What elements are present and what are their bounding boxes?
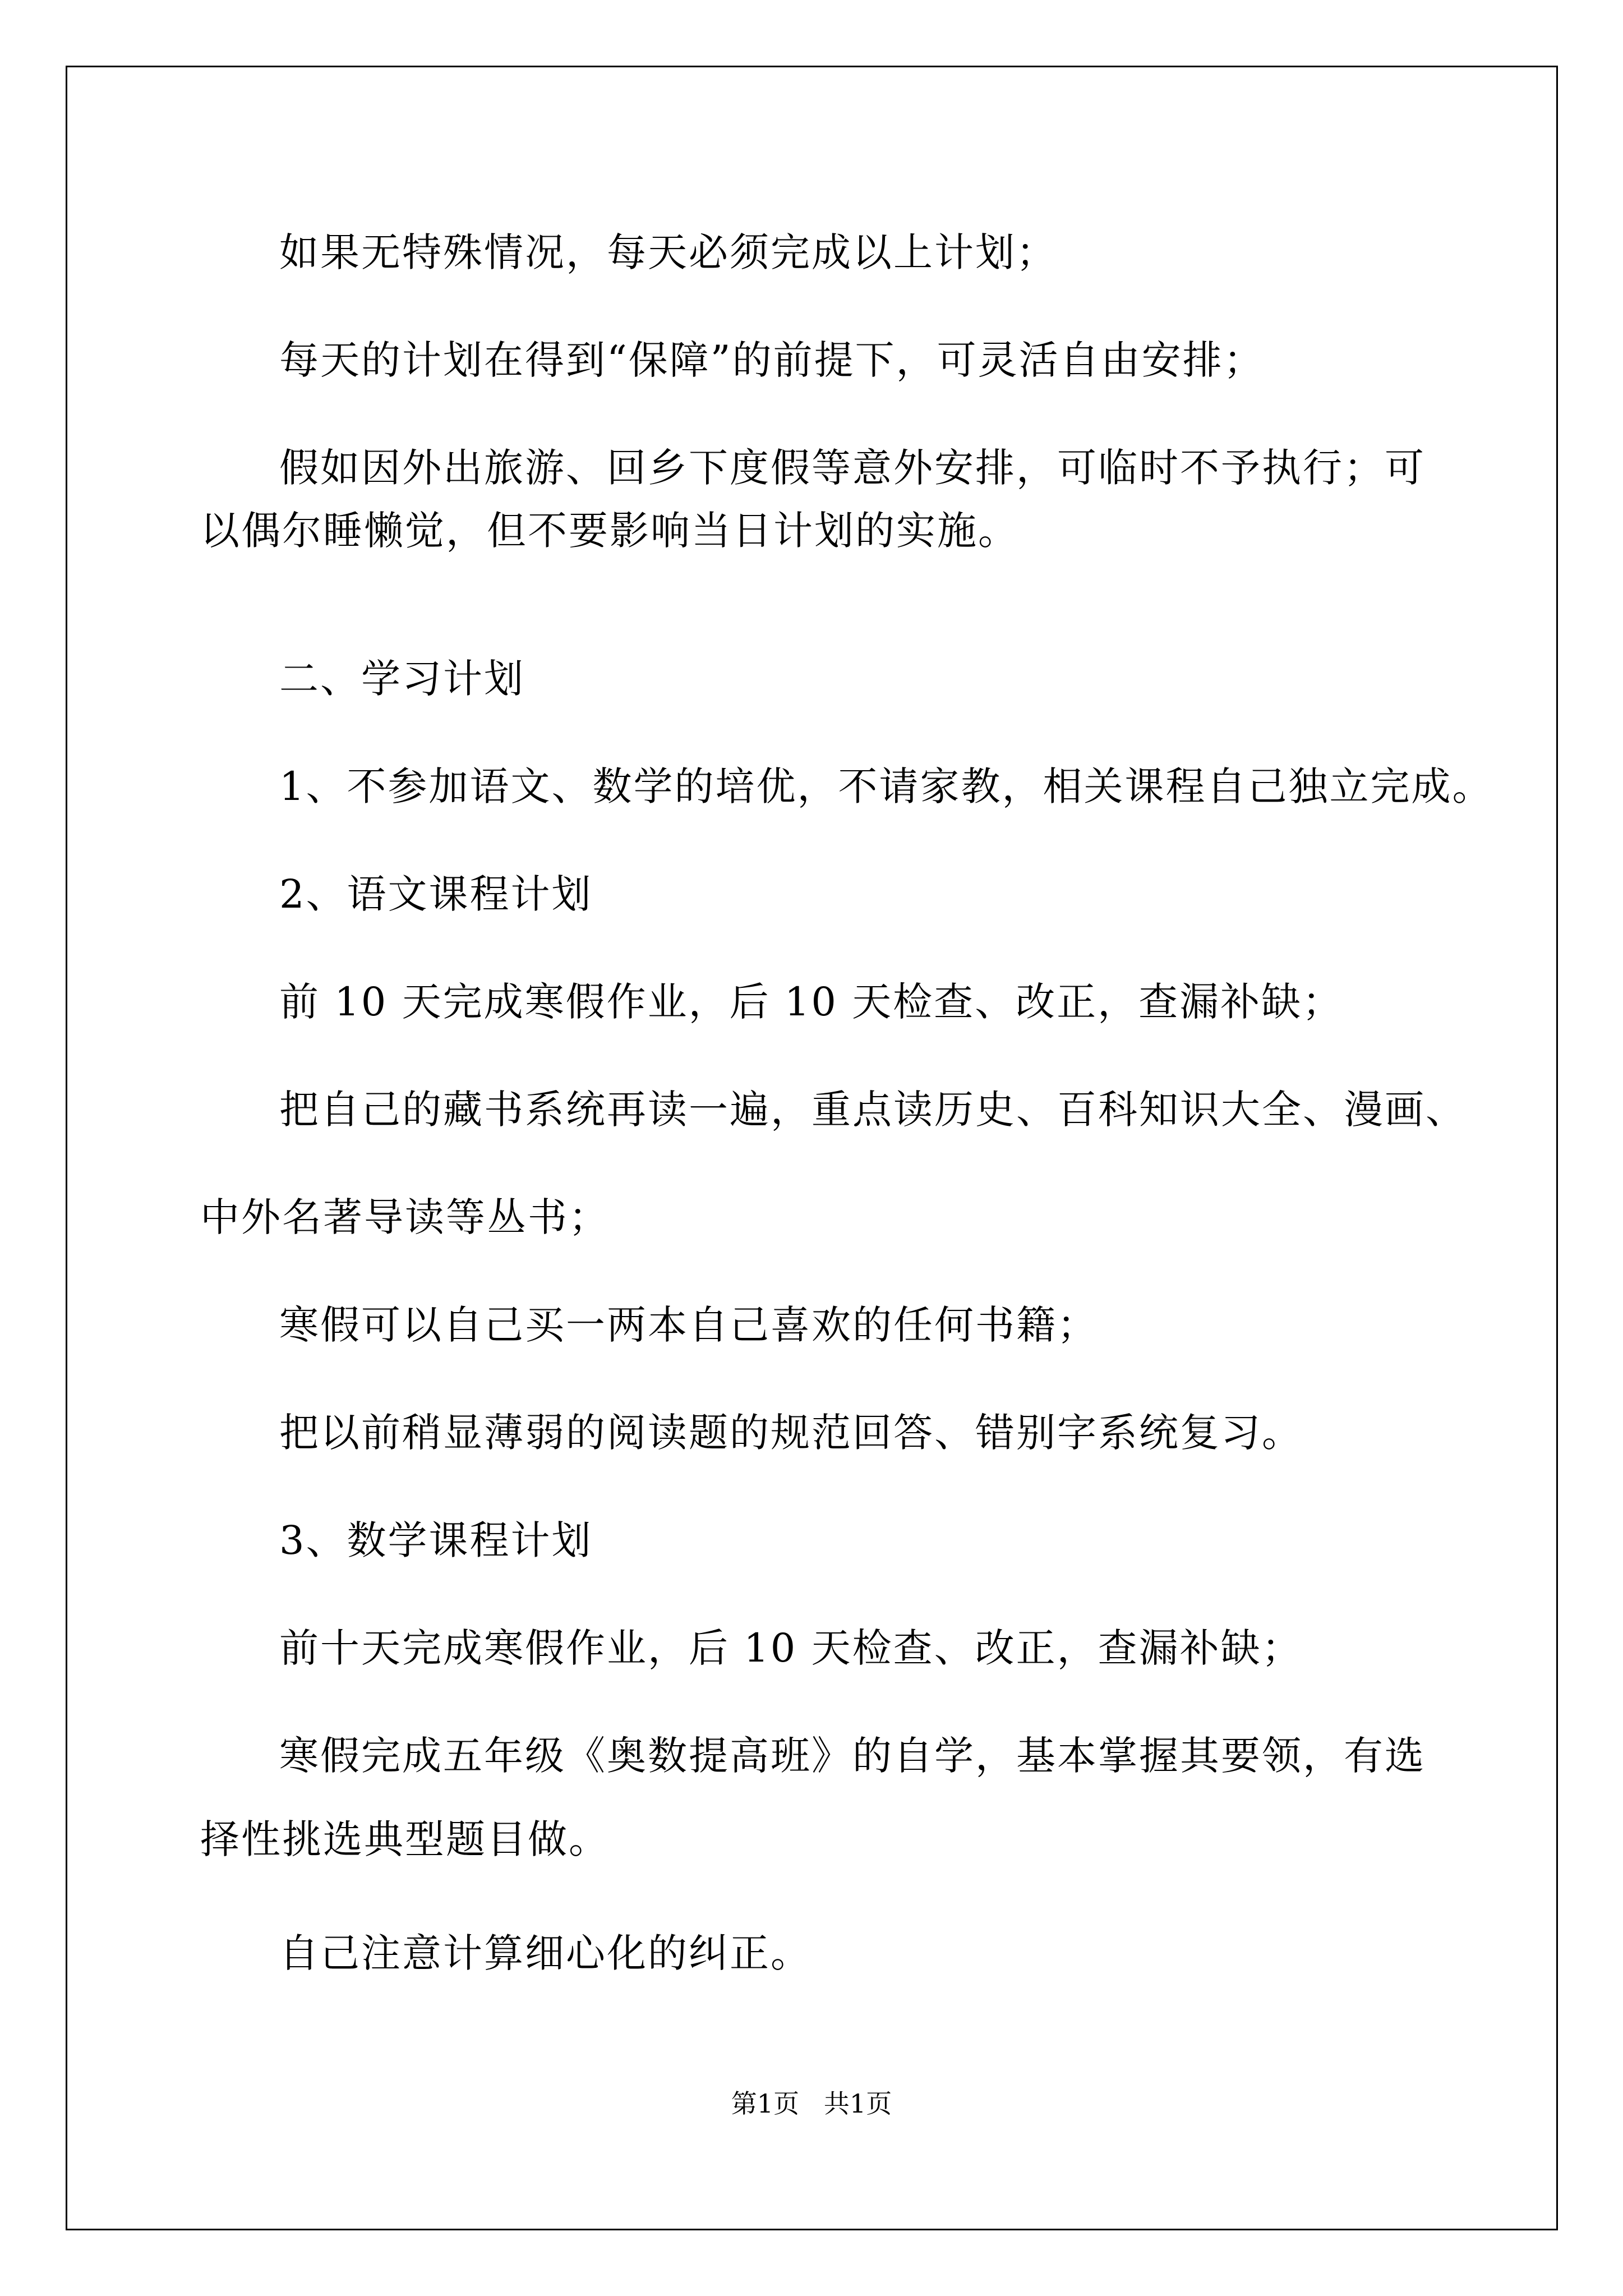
section-heading: 二、学习计划 [279, 656, 525, 702]
subsection-heading: 3、数学课程计划 [279, 1517, 593, 1563]
paragraph-line: 把以前稍显薄弱的阅读题的规范回答、错别字系统复习。 [279, 1410, 1303, 1456]
paragraph-line: 把自己的藏书系统再读一遍，重点读历史、百科知识大全、漫画、 [279, 1087, 1467, 1133]
paragraph-line: 寒假可以自己买一两本自己喜欢的任何书籍； [279, 1302, 1098, 1348]
paragraph-line: 如果无特殊情况，每天必须完成以上计划； [279, 229, 1057, 275]
paragraph-line: 中外名著导读等丛书； [200, 1194, 610, 1240]
paragraph-line: 1、不参加语文、数学的培优，不请家教，相关课程自己独立完成。 [279, 763, 1493, 809]
paragraph-line: 以偶尔睡懒觉，但不要影响当日计划的实施。 [200, 508, 1019, 554]
paragraph-line: 前十天完成寒假作业，后 10 天检查、改正，查漏补缺； [279, 1625, 1303, 1671]
subsection-heading: 2、语文课程计划 [279, 871, 593, 917]
page-border [66, 66, 1558, 2230]
paragraph-line: 寒假完成五年级《奥数提高班》的自学，基本掌握其要领，有选 [279, 1733, 1426, 1779]
paragraph-line: 前 10 天完成寒假作业，后 10 天检查、改正，查漏补缺； [279, 979, 1344, 1025]
paragraph-line: 择性挑选典型题目做。 [200, 1816, 610, 1862]
paragraph-line: 假如因外出旅游、回乡下度假等意外安排，可临时不予执行；可 [279, 445, 1426, 491]
page-footer: 第1页 共1页 [731, 2088, 892, 2119]
paragraph-line: 每天的计划在得到“保障”的前提下，可灵活自由安排； [279, 337, 1265, 383]
paragraph-line: 自己注意计算细心化的纠正。 [279, 1930, 811, 1976]
